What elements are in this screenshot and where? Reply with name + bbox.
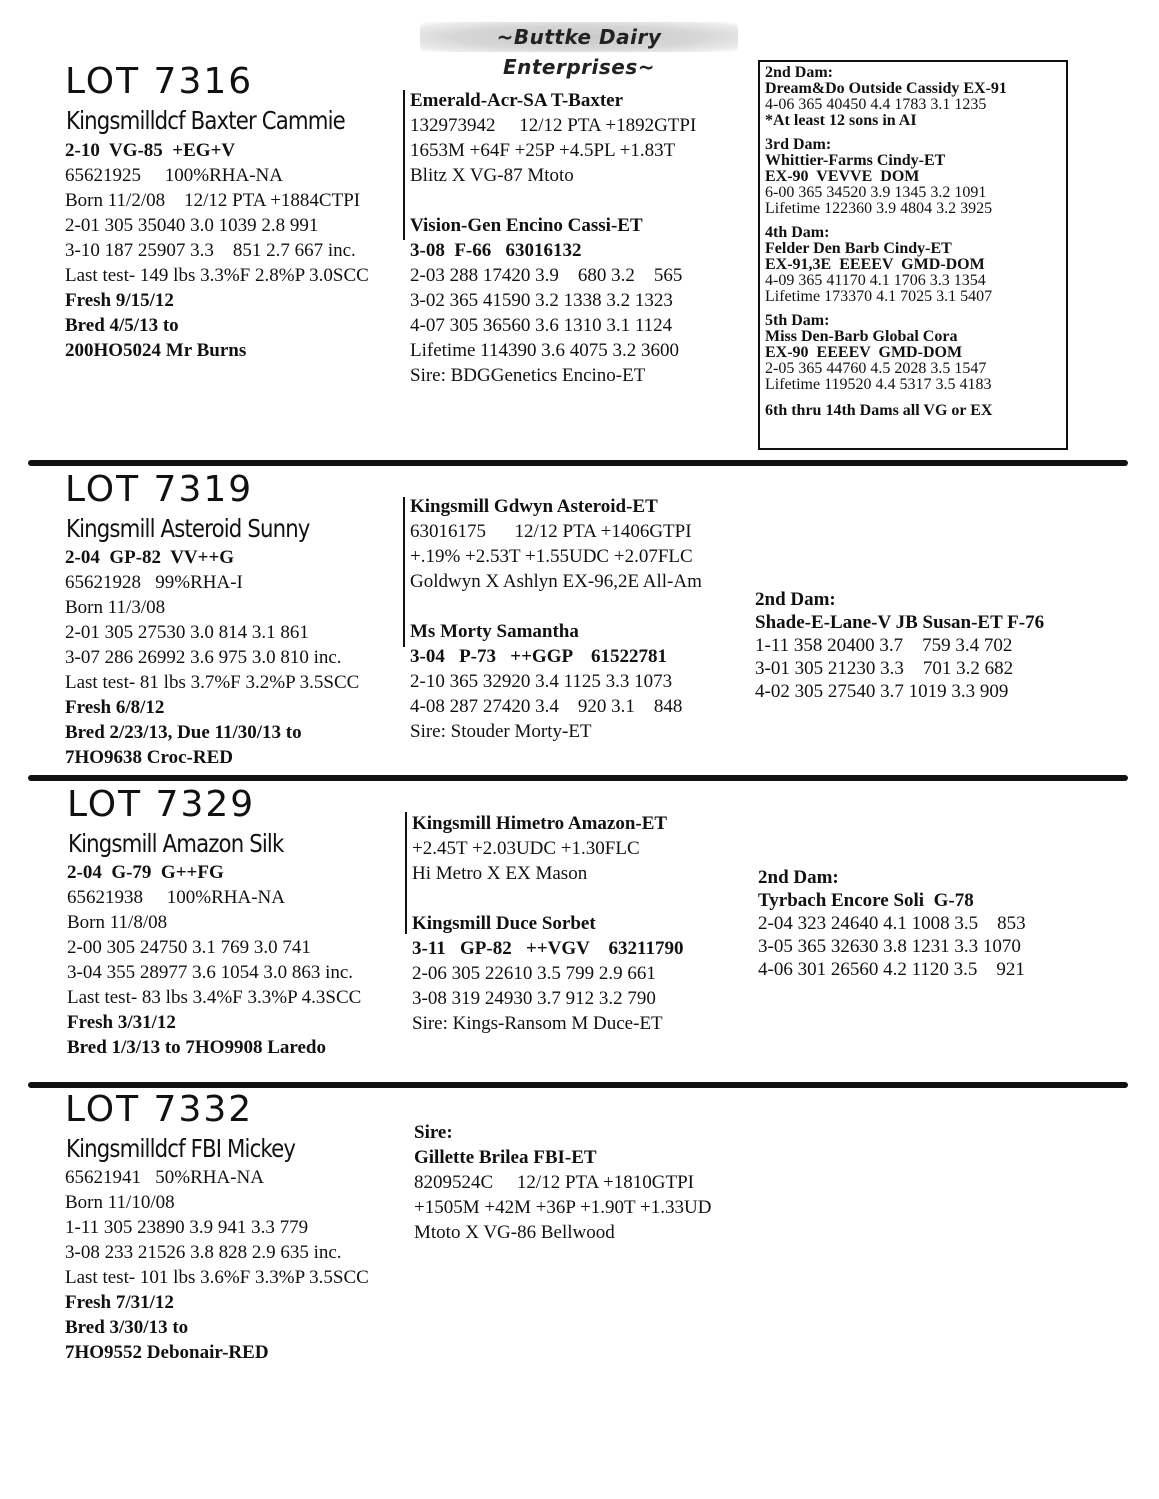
text-line: 8209524C 12/12 PTA +1810GTPI [414,1172,694,1193]
text-line: 2-01 305 35040 3.0 1039 2.8 991 [65,215,319,236]
header-title: ~Buttke Dairy Enterprises~ [496,25,662,79]
text-line: 3-08 233 21526 3.8 828 2.9 635 inc. [65,1242,342,1263]
text-line: 2-04 G-79 G++FG [67,862,224,883]
text-line: 2-04 GP-82 VV++G [65,547,235,568]
text-line: 2-04 323 24640 4.1 1008 3.5 853 [758,913,1026,934]
animal-info [65,545,359,770]
text-line: 4-02 305 27540 3.7 1019 3.3 909 [755,681,1009,702]
text-line: Whittier-Farms Cindy-ET [765,152,946,169]
text-line: *At least 12 sons in AI [765,112,917,129]
text-line [410,594,702,619]
text-line: Born 11/8/08 [67,912,168,933]
section-divider [28,460,1128,466]
text-line: EX-90 VEVVE DOM [765,168,920,185]
pedigree-info [414,1120,711,1245]
lot-number: LOT 7329 [67,784,256,825]
text-line: 4-09 365 41170 4.1 1706 3.3 1354 [765,272,986,289]
text-line: Bred 4/5/13 to [65,315,179,336]
text-line: 2-03 288 17420 3.9 680 3.2 565 [410,265,683,286]
text-line: Mtoto X VG-86 Bellwood [414,1222,615,1243]
text-line: 65621941 50%RHA-NA [65,1167,264,1188]
text-line: 3-04 355 28977 3.6 1054 3.0 863 inc. [67,962,354,983]
text-line: Dream&Do Outside Cassidy EX-91 [765,80,1007,97]
text-line: 2-10 365 32920 3.4 1125 3.3 1073 [410,671,673,692]
text-line: Shade-E-Lane-V JB Susan-ET F-76 [755,612,1045,633]
lot-number: LOT 7332 [65,1089,254,1130]
text-line: 63016175 12/12 PTA +1406GTPI [410,521,692,542]
text-line: Lifetime 122360 3.9 4804 3.2 3925 [765,200,993,217]
text-line: 6-00 365 34520 3.9 1345 3.2 1091 [765,184,987,201]
text-line: 6th thru 14th Dams all VG or EX [765,402,993,419]
text-line: 65621938 100%RHA-NA [67,887,285,908]
text-line [410,188,696,213]
text-line: 200HO5024 Mr Burns [65,340,247,361]
pedigree-info [410,494,702,744]
text-line: EX-90 EEEEV GMD-DOM [765,344,963,361]
text-line: Fresh 6/8/12 [65,697,165,718]
pedigree-info [412,811,683,1036]
text-line: Sire: Stouder Morty-ET [410,721,592,742]
text-line: Fresh 3/31/12 [67,1012,176,1033]
text-line: 4th Dam: [765,224,830,241]
text-line: Bred 1/3/13 to 7HO9908 Laredo [67,1037,326,1058]
text-line: Last test- 81 lbs 3.7%F 3.2%P 3.5SCC [65,672,360,693]
text-line: Bred 2/23/13, Due 11/30/13 to [65,722,302,743]
text-line: 1-11 358 20400 3.7 759 3.4 702 [755,635,1013,656]
text-line: 7HO9638 Croc-RED [65,747,233,768]
text-line: 3rd Dam: [765,136,832,153]
lot-number: LOT 7319 [65,469,254,510]
text-line: Blitz X VG-87 Mtoto [410,165,574,186]
page-header [420,22,738,79]
text-line: 2-10 VG-85 +EG+V [65,140,236,161]
text-line: Last test- 83 lbs 3.4%F 3.3%P 4.3SCC [67,987,362,1008]
text-line: Last test- 149 lbs 3.3%F 2.8%P 3.0SCC [65,265,369,286]
text-line: 2-06 305 22610 3.5 799 2.9 661 [412,963,656,984]
text-line: 2-00 305 24750 3.1 769 3.0 741 [67,937,311,958]
text-line: Miss Den-Barb Global Cora [765,328,958,345]
text-line: 3-11 GP-82 ++VGV 63211790 [412,938,684,959]
text-line: Fresh 9/15/12 [65,290,174,311]
text-line: Sire: BDGGenetics Encino-ET [410,365,646,386]
animal-name: Kingsmill Amazon Silk [68,829,284,858]
text-line: 1653M +64F +25P +4.5PL +1.83T [410,140,676,161]
text-line: 3-08 319 24930 3.7 912 3.2 790 [412,988,656,1009]
lot-number: LOT 7316 [65,61,254,102]
text-line: Ms Morty Samantha [410,621,579,642]
text-line: 4-07 305 36560 3.6 1310 3.1 1124 [410,315,673,336]
text-line: 5th Dam: [765,312,830,329]
text-line: +1505M +42M +36P +1.90T +1.33UD [414,1197,712,1218]
text-line: EX-91,3E EEEEV GMD-DOM [765,256,985,273]
text-line: Lifetime 119520 4.4 5317 3.5 4183 [765,376,992,393]
text-line: 2-05 365 44760 4.5 2028 3.5 1547 [765,360,987,377]
text-line: 4-08 287 27420 3.4 920 3.1 848 [410,696,683,717]
text-line: Born 11/2/08 12/12 PTA +1884CTPI [65,190,361,211]
animal-name: Kingsmilldcf FBI Mickey [66,1134,296,1163]
dam-box [758,60,1068,450]
text-line: Goldwyn X Ashlyn EX-96,2E All-Am [410,571,702,592]
text-line: Hi Metro X EX Mason [412,863,588,884]
text-line: Kingsmill Duce Sorbet [412,913,596,934]
text-line: Born 11/3/08 [65,597,166,618]
text-line: 2-01 305 27530 3.0 814 3.1 861 [65,622,309,643]
pedigree-bracket [403,497,405,647]
text-line: Born 11/10/08 [65,1192,175,1213]
text-line: 65621925 100%RHA-NA [65,165,283,186]
text-line: 2nd Dam: [755,589,836,610]
animal-info [67,860,361,1060]
dam-info [758,866,1026,981]
text-line: +.19% +2.53T +1.55UDC +2.07FLC [410,546,693,567]
animal-info [65,138,369,363]
text-line: Sire: [414,1122,453,1143]
text-line: 2nd Dam: [765,64,834,81]
text-line: 7HO9552 Debonair-RED [65,1342,269,1363]
animal-name: Kingsmilldcf Baxter Cammie [66,106,345,135]
text-line: 1-11 305 23890 3.9 941 3.3 779 [65,1217,309,1238]
text-line: 4-06 301 26560 4.2 1120 3.5 921 [758,959,1025,980]
dam-info [755,588,1044,703]
animal-info [65,1165,369,1365]
text-line: Emerald-Acr-SA T-Baxter [410,90,624,111]
pedigree-bracket [405,812,407,934]
text-line [412,886,683,911]
text-line: Felder Den Barb Cindy-ET [765,240,952,257]
text-line: 2nd Dam: [758,867,839,888]
text-line: Last test- 101 lbs 3.6%F 3.3%P 3.5SCC [65,1267,369,1288]
pedigree-info [410,88,696,388]
text-line: 3-07 286 26992 3.6 975 3.0 810 inc. [65,647,342,668]
text-line: 3-01 305 21230 3.3 701 3.2 682 [755,658,1014,679]
text-line: 3-02 365 41590 3.2 1338 3.2 1323 [410,290,673,311]
text-line: 3-10 187 25907 3.3 851 2.7 667 inc. [65,240,356,261]
text-line: Sire: Kings-Ransom M Duce-ET [412,1013,663,1034]
text-line: Gillette Brilea FBI-ET [414,1147,597,1168]
text-line: Kingsmill Himetro Amazon-ET [412,813,668,834]
text-line: 3-04 P-73 ++GGP 61522781 [410,646,668,667]
text-line: +2.45T +2.03UDC +1.30FLC [412,838,640,859]
section-divider [28,775,1128,781]
text-line: 65621928 99%RHA-I [65,572,243,593]
text-line: Lifetime 114390 3.6 4075 3.2 3600 [410,340,679,361]
text-line: Lifetime 173370 4.1 7025 3.1 5407 [765,288,993,305]
text-line: Kingsmill Gdwyn Asteroid-ET [410,496,658,517]
text-line: Bred 3/30/13 to [65,1317,189,1338]
text-line: Tyrbach Encore Soli G-78 [758,890,974,911]
animal-name: Kingsmill Asteroid Sunny [66,514,310,543]
text-line: 132973942 12/12 PTA +1892GTPI [410,115,697,136]
text-line: 3-05 365 32630 3.8 1231 3.3 1070 [758,936,1021,957]
text-line: Fresh 7/31/12 [65,1292,174,1313]
text-line: Vision-Gen Encino Cassi-ET [410,215,643,236]
section-divider [28,1082,1128,1088]
text-line: 4-06 365 40450 4.4 1783 3.1 1235 [765,96,987,113]
pedigree-bracket [403,90,405,240]
text-line: 3-08 F-66 63016132 [410,240,582,261]
